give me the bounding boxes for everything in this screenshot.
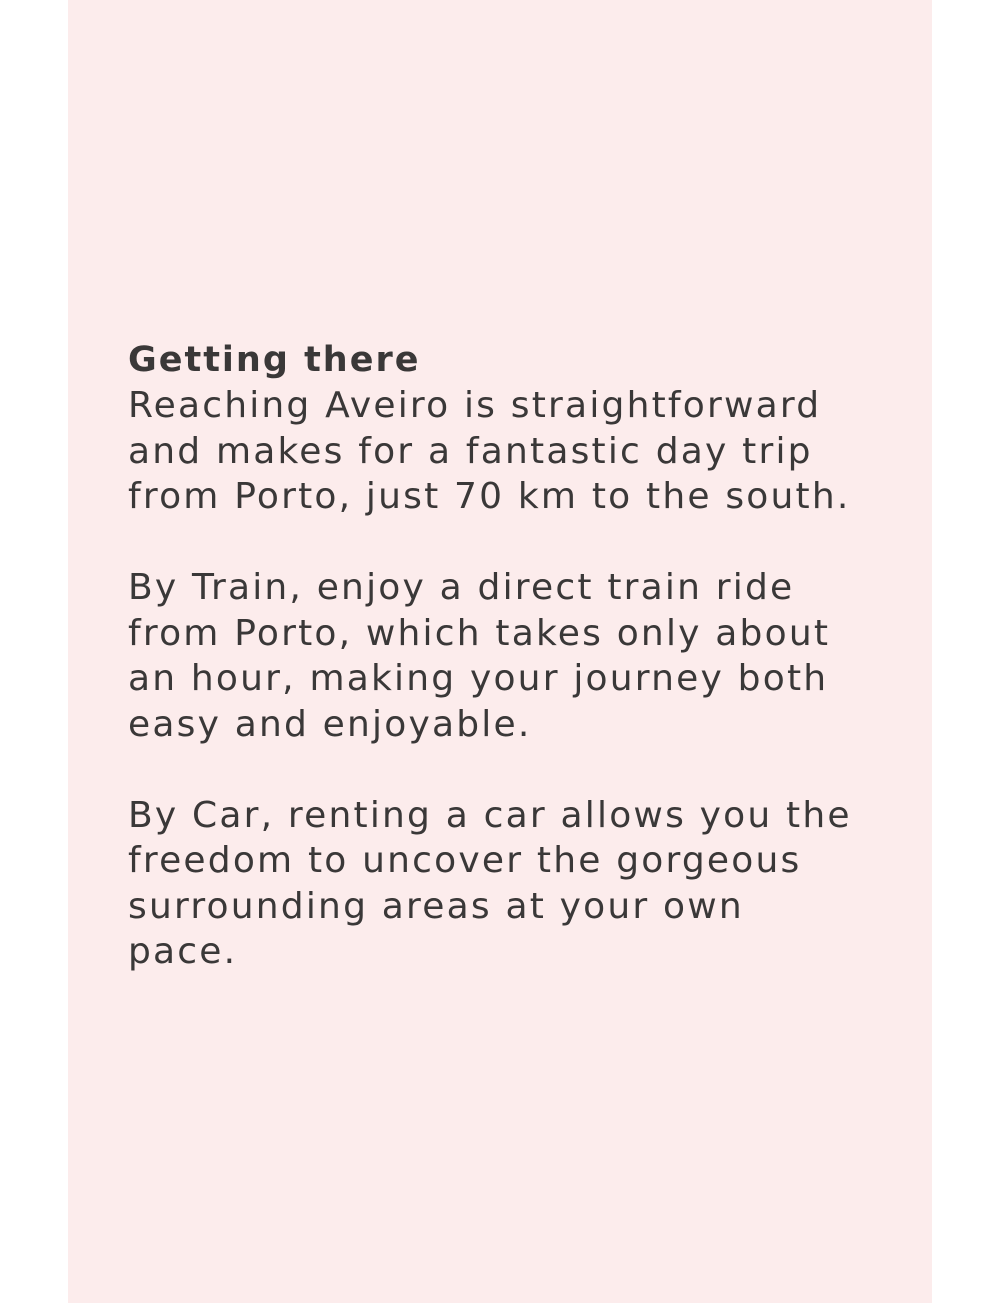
paragraph-line: By Train, enjoy a direct train ride xyxy=(128,567,795,608)
paragraph-line: Reaching Aveiro is straightforward xyxy=(128,385,822,426)
paragraph-line: from Porto, just 70 km to the south. xyxy=(128,476,851,517)
paragraph-line: easy and enjoyable. xyxy=(128,703,532,745)
paragraph-line: pace. xyxy=(128,931,238,972)
intro-paragraph xyxy=(128,383,888,520)
content-block xyxy=(128,337,888,975)
paragraph-line: an hour, making your journey both xyxy=(128,658,829,699)
paragraph-line: By Car, renting a car allows you the xyxy=(128,794,852,836)
paragraph-line: from Porto, which takes only about xyxy=(128,612,831,654)
paragraph-spacer xyxy=(128,520,888,566)
section-heading: Getting there xyxy=(128,340,421,380)
paragraph-line: freedom to uncover the gorgeous xyxy=(128,840,802,881)
train-paragraph xyxy=(128,565,888,747)
car-paragraph xyxy=(128,793,888,975)
paragraph-spacer xyxy=(128,747,888,793)
paragraph-line: and makes for a fantastic day trip xyxy=(128,430,813,472)
paragraph-line: surrounding areas at your own xyxy=(128,885,744,927)
